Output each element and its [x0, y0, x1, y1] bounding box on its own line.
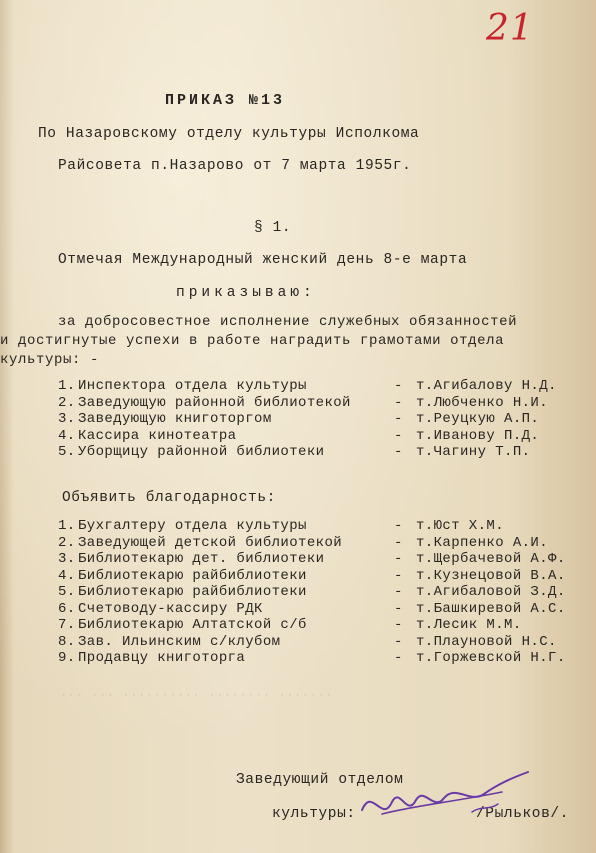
- thanks-heading: Объявить благодарность:: [62, 490, 276, 506]
- award-role: Уборщицу районной библиотеки: [78, 444, 325, 460]
- award-person: т.Агибалову Н.Д.: [416, 378, 557, 394]
- preamble-line-2: и достигнутые успехи в работе наградить грамотами отдела: [0, 333, 505, 349]
- thanks-person: т.Горжевской Н.Г.: [416, 650, 566, 666]
- thanks-dash: -: [394, 600, 403, 617]
- award-number: 1.: [58, 378, 76, 394]
- thanks-person: т.Башкиревой А.С.: [416, 600, 566, 617]
- signature-name: /Рыльков/.: [476, 806, 570, 822]
- bleed-through-text: ··· ··· ·········· ········ ·······: [60, 688, 334, 702]
- thanks-row: [58, 650, 588, 668]
- thanks-role: Продавцу книготорга: [78, 650, 246, 666]
- thanks-role: Заведующей детской библиотекой: [78, 534, 343, 551]
- award-row: [58, 444, 588, 462]
- thanks-dash: -: [394, 551, 403, 567]
- award-role: Инспектора отдела культуры: [78, 378, 307, 394]
- thanks-row: [58, 551, 588, 569]
- award-role: Кассира кинотеатра: [78, 427, 237, 444]
- award-number: 2.: [58, 394, 76, 411]
- award-row: [58, 428, 588, 446]
- thanks-row: [58, 535, 588, 553]
- thanks-person: т.Плауновой Н.С.: [416, 633, 557, 650]
- award-dash: -: [394, 394, 403, 411]
- award-person: т.Любченко Н.И.: [416, 394, 549, 411]
- order-title: ПРИКАЗ №13: [165, 92, 286, 109]
- thanks-number: 7.: [58, 617, 76, 633]
- thanks-row: [58, 634, 588, 652]
- thanks-role: Библиотекарю райбиблиотеки: [78, 567, 307, 584]
- award-dash: -: [394, 427, 403, 444]
- award-row: [58, 411, 588, 429]
- thanks-role: Библиотекарю дет. библиотеки: [78, 551, 325, 567]
- award-row: [58, 395, 588, 413]
- award-number: 4.: [58, 427, 76, 444]
- thanks-role: Бухгалтеру отдела культуры: [78, 518, 307, 534]
- page-number-handwritten: 21: [486, 8, 534, 49]
- thanks-role: Зав. Ильинским с/клубом: [78, 633, 281, 650]
- preamble-line-3: культуры: -: [0, 352, 100, 368]
- thanks-dash: -: [394, 633, 403, 650]
- thanks-role: Счетоводу-кассиру РДК: [78, 600, 263, 617]
- signature-title: Заведующий отделом: [236, 772, 404, 788]
- award-role: Заведующую книготоргом: [78, 411, 272, 427]
- award-row: [58, 378, 588, 396]
- handwritten-signature: [352, 766, 542, 836]
- intro-text: Отмечая Международный женский день 8-е марта: [58, 252, 468, 268]
- thanks-role: Библиотекарю райбиблиотеки: [78, 584, 307, 600]
- thanks-dash: -: [394, 584, 403, 600]
- award-dash: -: [394, 378, 403, 394]
- thanks-dash: -: [394, 534, 403, 551]
- header-line-2: Райсовета п.Назарово от 7 марта 1955г.: [58, 158, 412, 174]
- thanks-row: [58, 617, 588, 635]
- thanks-number: 5.: [58, 584, 76, 600]
- section-number: § 1.: [254, 220, 292, 236]
- award-dash: -: [394, 411, 403, 427]
- award-person: т.Чагину Т.П.: [416, 444, 531, 460]
- award-dash: -: [394, 444, 403, 460]
- thanks-dash: -: [394, 617, 403, 633]
- award-person: т.Реуцкую А.П.: [416, 411, 540, 427]
- award-number: 5.: [58, 444, 76, 460]
- thanks-row: [58, 518, 588, 536]
- thanks-person: т.Карпенко А.И.: [416, 534, 549, 551]
- thanks-number: 3.: [58, 551, 76, 567]
- thanks-person: т.Лесик М.М.: [416, 617, 522, 633]
- thanks-number: 2.: [58, 534, 76, 551]
- award-role: Заведующую районной библиотекой: [78, 394, 351, 411]
- signature-dept: культуры:: [272, 806, 356, 822]
- thanks-row: [58, 601, 588, 619]
- thanks-number: 8.: [58, 633, 76, 650]
- thanks-person: т.Кузнецовой В.А.: [416, 567, 566, 584]
- thanks-person: т.Агибаловой З.Д.: [416, 584, 566, 600]
- thanks-person: т.Щербачевой А.Ф.: [416, 551, 566, 567]
- header-line-1: По Назаровскому отделу культуры Исполкома: [38, 126, 420, 142]
- award-person: т.Иванову П.Д.: [416, 427, 540, 444]
- thanks-row: [58, 584, 588, 602]
- thanks-dash: -: [394, 650, 403, 666]
- preamble-line-1: за добросовестное исполнение служебных обязанностей: [58, 314, 518, 330]
- award-number: 3.: [58, 411, 76, 427]
- thanks-row: [58, 568, 588, 586]
- thanks-dash: -: [394, 518, 403, 534]
- thanks-number: 4.: [58, 567, 76, 584]
- thanks-role: Библиотекарю Алтатской с/б: [78, 617, 307, 633]
- order-word: приказываю:: [176, 285, 316, 301]
- thanks-person: т.Юст Х.М.: [416, 518, 505, 534]
- thanks-number: 9.: [58, 650, 76, 666]
- thanks-number: 6.: [58, 600, 76, 617]
- thanks-number: 1.: [58, 518, 76, 534]
- thanks-dash: -: [394, 567, 403, 584]
